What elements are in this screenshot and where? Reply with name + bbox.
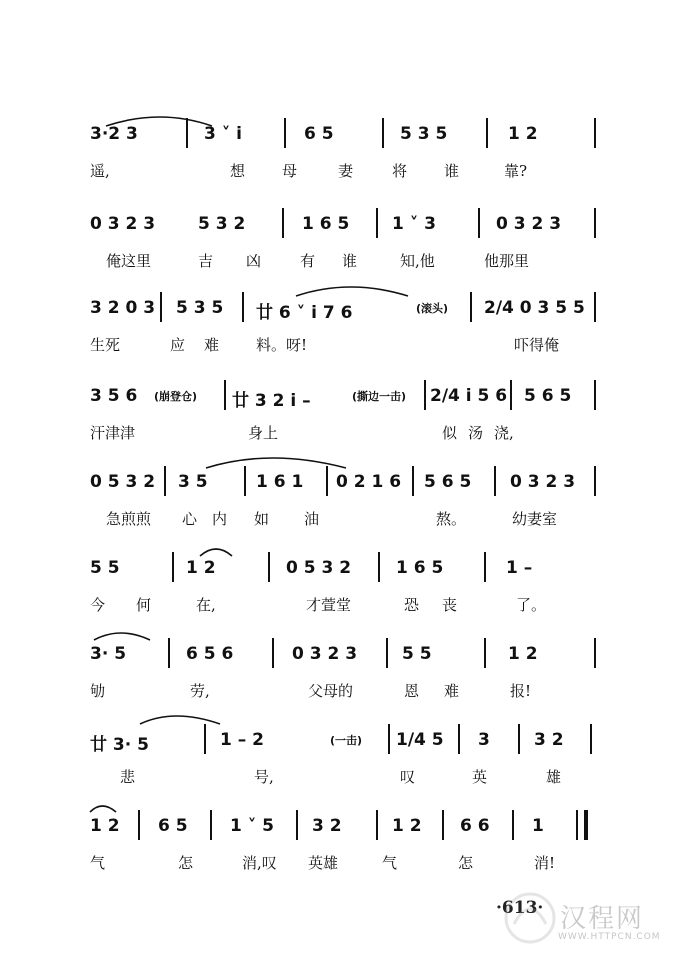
- lyric: 难: [204, 336, 220, 354]
- lyric: 谁: [342, 252, 358, 270]
- lyric: 难: [444, 682, 460, 700]
- note-group: 5 3 5: [400, 124, 448, 144]
- lyric: 消!: [534, 854, 556, 872]
- lyric: 恩: [404, 682, 420, 700]
- notes-row: [86, 208, 606, 242]
- notes-row: [86, 552, 606, 586]
- barline: [296, 810, 298, 840]
- lyric: 汤: [468, 424, 484, 442]
- note-group: 5 3 5: [176, 298, 224, 318]
- lyrics-row: [86, 422, 606, 448]
- watermark-logo-icon: [500, 888, 560, 948]
- barline: [484, 638, 486, 668]
- lyric: 妻: [338, 162, 354, 180]
- lyric: 吉: [198, 252, 214, 270]
- barline: [376, 810, 378, 840]
- lyric: 怎: [458, 854, 474, 872]
- lyric: 靠?: [504, 162, 528, 180]
- barline: [268, 552, 270, 582]
- percussion-annotation: (一击): [330, 734, 363, 747]
- notes-row: [86, 292, 606, 326]
- lyric: 劬: [90, 682, 106, 700]
- watermark-url: WWW.HTTPCN.COM: [558, 932, 661, 942]
- lyric: 有: [300, 252, 316, 270]
- note-group: 3·2 3: [90, 124, 138, 144]
- lyric: 知,他: [400, 252, 435, 270]
- barline: [594, 638, 596, 668]
- barline: [512, 810, 514, 840]
- lyric: 急煎煎: [106, 510, 152, 528]
- note-group: 1: [532, 816, 544, 836]
- score-system-9: [0, 800, 679, 886]
- lyric: 劳,: [190, 682, 210, 700]
- barline: [458, 724, 460, 754]
- note-group: 廿 3 2 i –: [232, 391, 311, 411]
- lyric: 了。: [516, 596, 547, 614]
- lyric: 怎: [178, 854, 194, 872]
- lyric: 俺这里: [106, 252, 152, 270]
- lyric: 似: [442, 424, 458, 442]
- note-group: 1 2: [90, 816, 120, 836]
- barline: [484, 552, 486, 582]
- notes-row: [86, 118, 606, 152]
- lyric: 叹: [400, 768, 416, 786]
- note-group: 1 ˅ 3: [392, 214, 436, 234]
- barline: [160, 292, 162, 322]
- note-group: 2/4 0 3 5 5: [484, 298, 585, 318]
- note-group: 1 2: [392, 816, 422, 836]
- page-number: ·613·: [496, 898, 544, 918]
- barline: [594, 466, 596, 496]
- note-group: 6 6: [460, 816, 490, 836]
- score-system-1: [0, 108, 679, 194]
- note-group: 1 – 2: [220, 730, 264, 750]
- lyric: 父母的: [308, 682, 354, 700]
- watermark-text: 汉程网: [560, 904, 645, 934]
- lyric: 今: [90, 596, 106, 614]
- barline: [168, 638, 170, 668]
- barline: [242, 292, 244, 322]
- percussion-annotation: (崩登仓): [154, 390, 198, 403]
- lyric: 熬。: [436, 510, 467, 528]
- lyric: 恐: [404, 596, 420, 614]
- lyrics-row: [86, 250, 606, 276]
- note-group: 3 5 6: [90, 386, 138, 406]
- note-group: 6 5: [158, 816, 188, 836]
- note-group: 6 5: [304, 124, 334, 144]
- lyrics-row: [86, 594, 606, 620]
- percussion-annotation: (滚头): [416, 302, 449, 315]
- barline: [376, 208, 378, 238]
- note-group: 0 3 2 3: [292, 644, 358, 664]
- score-system-2: [0, 198, 679, 284]
- score-system-4: [0, 370, 679, 456]
- note-group: 1 6 5: [302, 214, 350, 234]
- lyric: 英雄: [308, 854, 339, 872]
- lyric: 汗津津: [90, 424, 136, 442]
- note-group: 0 2 1 6: [336, 472, 402, 492]
- barline: [594, 118, 596, 148]
- barline: [186, 118, 188, 148]
- lyric: 生死: [90, 336, 121, 354]
- note-group: 1 2: [508, 644, 538, 664]
- barline: [478, 208, 480, 238]
- score-system-7: [0, 628, 679, 714]
- barline: [164, 466, 166, 496]
- barline: [386, 638, 388, 668]
- note-group: 0 5 3 2: [286, 558, 352, 578]
- note-group: 1 2: [508, 124, 538, 144]
- lyric: 气: [382, 854, 398, 872]
- barline: [138, 810, 140, 840]
- barline: [204, 724, 206, 754]
- notes-row: [86, 724, 606, 758]
- lyric: 英: [472, 768, 488, 786]
- note-group: 0 3 2 3: [510, 472, 576, 492]
- note-group: 5 5: [90, 558, 120, 578]
- final-barline: [584, 810, 588, 840]
- lyric: 内: [212, 510, 228, 528]
- lyric: 报!: [510, 682, 532, 700]
- lyric: 如: [254, 510, 270, 528]
- barline: [510, 380, 512, 410]
- note-group: 3: [478, 730, 490, 750]
- note-group: 1/4 5: [396, 730, 444, 750]
- barline: [378, 552, 380, 582]
- lyric: 料。呀!: [256, 336, 308, 354]
- note-group: 2/4 i 5 6: [430, 386, 508, 406]
- barline: [284, 118, 286, 148]
- note-group: 1 2: [186, 558, 216, 578]
- lyric: 何: [136, 596, 152, 614]
- barline: [224, 380, 226, 410]
- note-group: 3 ˅ i: [204, 124, 242, 144]
- note-group: 0 3 2 3: [496, 214, 562, 234]
- barline: [470, 292, 472, 322]
- notes-row: [86, 466, 606, 500]
- lyric: 他那里: [484, 252, 530, 270]
- barline: [424, 380, 426, 410]
- notes-row: [86, 810, 606, 844]
- percussion-annotation: (撕边一击): [352, 390, 407, 403]
- lyric: 在,: [196, 596, 216, 614]
- note-group: 3 5: [178, 472, 208, 492]
- notes-row: [86, 638, 606, 672]
- lyric: 遥,: [90, 162, 110, 180]
- lyric: 号,: [254, 768, 274, 786]
- note-group: 0 5 3 2: [90, 472, 156, 492]
- barline: [326, 466, 328, 496]
- note-group: 3 2: [312, 816, 342, 836]
- barline: [518, 724, 520, 754]
- note-group: 1 ˅ 5: [230, 816, 274, 836]
- note-group: 3 2: [534, 730, 564, 750]
- lyric: 应: [170, 336, 186, 354]
- barline: [272, 638, 274, 668]
- lyric: 油: [304, 510, 320, 528]
- note-group: 5 6 5: [424, 472, 472, 492]
- lyric: 浇,: [494, 424, 514, 442]
- lyric: 吓得俺: [514, 336, 560, 354]
- note-group: 廿 6 ˅ i 7 6: [256, 303, 353, 323]
- barline: [594, 208, 596, 238]
- lyric: 雄: [546, 768, 562, 786]
- lyrics-row: [86, 852, 606, 878]
- note-group: 5 3 2: [198, 214, 246, 234]
- barline: [442, 810, 444, 840]
- score-system-3: [0, 282, 679, 368]
- barline: [486, 118, 488, 148]
- note-group: 1 6 5: [396, 558, 444, 578]
- note-group: 0 3 2 3: [90, 214, 156, 234]
- barline: [412, 466, 414, 496]
- note-group: 廿 3· 5: [90, 735, 149, 755]
- lyric: 谁: [444, 162, 460, 180]
- barline: [382, 118, 384, 148]
- barline: [388, 724, 390, 754]
- note-group: 5 5: [402, 644, 432, 664]
- lyric: 消,叹: [242, 854, 277, 872]
- barline: [576, 810, 578, 840]
- lyrics-row: [86, 508, 606, 534]
- barline: [494, 466, 496, 496]
- note-group: 3 2 0 3: [90, 298, 156, 318]
- lyric: 丧: [442, 596, 458, 614]
- barline: [594, 380, 596, 410]
- lyrics-row: [86, 334, 606, 360]
- lyric: 想: [230, 162, 246, 180]
- barline: [244, 466, 246, 496]
- lyrics-row: [86, 160, 606, 186]
- note-group: 5 6 5: [524, 386, 572, 406]
- lyric: 母: [282, 162, 298, 180]
- lyric: 将: [392, 162, 408, 180]
- note-group: 1 –: [506, 558, 533, 578]
- barline: [282, 208, 284, 238]
- note-group: 6 5 6: [186, 644, 234, 664]
- score-system-5: [0, 456, 679, 542]
- barline: [172, 552, 174, 582]
- lyric: 心: [182, 510, 198, 528]
- lyric: 悲: [120, 768, 136, 786]
- lyric: 气: [90, 854, 106, 872]
- lyric: 才萱堂: [306, 596, 352, 614]
- lyrics-row: [86, 680, 606, 706]
- lyrics-row: [86, 766, 606, 792]
- note-group: 3· 5: [90, 644, 127, 664]
- lyric: 幼妻室: [512, 510, 558, 528]
- barline: [590, 724, 592, 754]
- barline: [594, 292, 596, 322]
- lyric: 凶: [246, 252, 262, 270]
- notes-row: [86, 380, 606, 414]
- barline: [210, 810, 212, 840]
- score-system-8: [0, 714, 679, 800]
- note-group: 1 6 1: [256, 472, 304, 492]
- lyric: 身上: [248, 424, 279, 442]
- score-system-6: [0, 542, 679, 628]
